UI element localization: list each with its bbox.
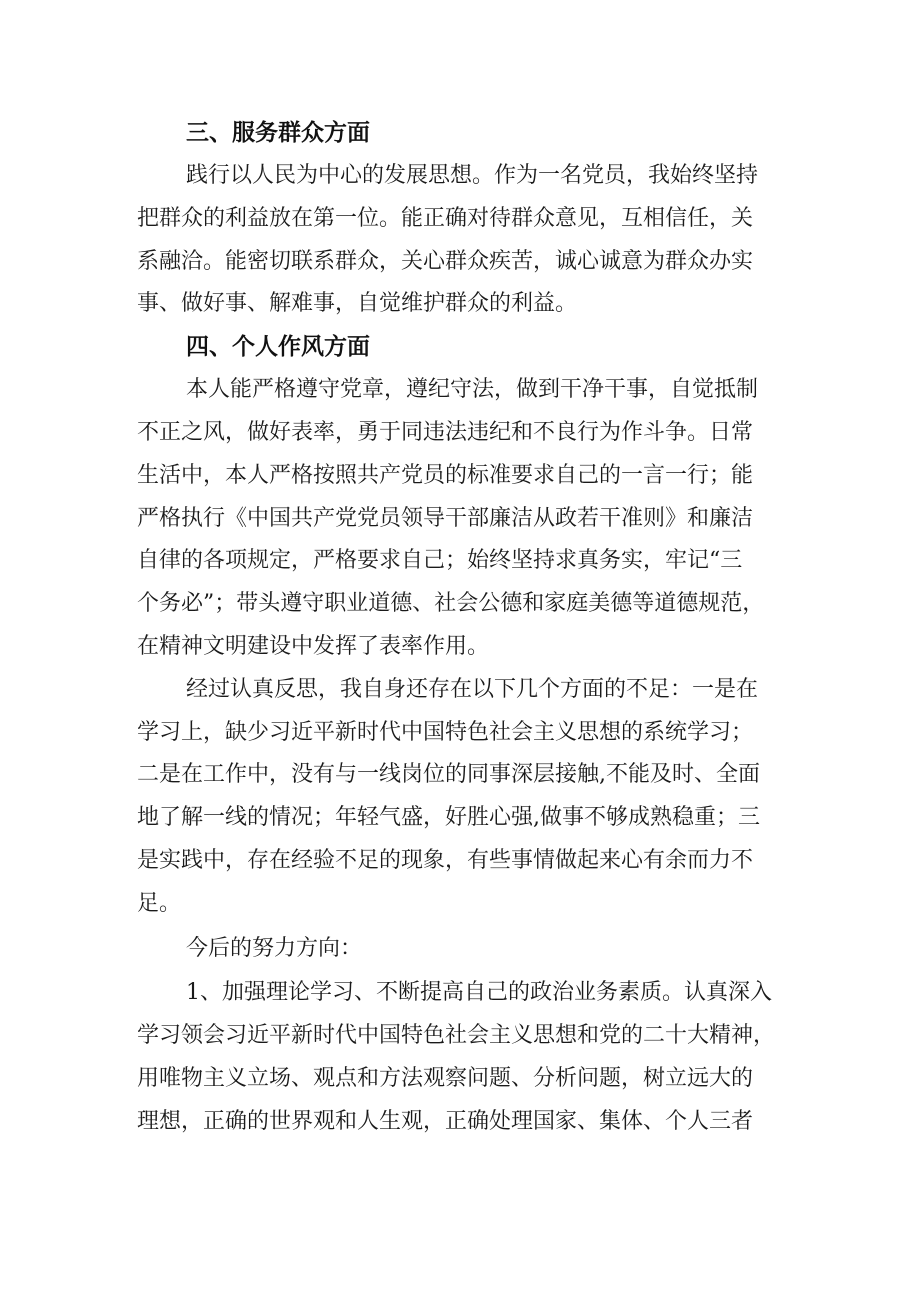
text-line: 是实践中，存在经验不足的现象，有些事情做起来心有余而力不	[137, 847, 754, 873]
text-line: 事、做好事、解难事，自觉维护群众的利益。	[137, 291, 578, 317]
text-line: 学习领会习近平新时代中国特色社会主义思想和党的二十大精神，	[137, 1023, 776, 1049]
section-heading-service: 三、服务群众方面	[186, 120, 370, 146]
text-line: 本人能严格遵守党章，遵纪守法，做到干净干事，自觉抵制	[186, 377, 759, 403]
text-line: 1、加强理论学习、不断提高自己的政治业务素质。认真深入	[186, 980, 772, 1006]
paragraph-direction-1	[137, 972, 791, 1143]
text-line: 个务必”；带头遵守职业道德、社会公德和家庭美德等道德规范，	[137, 591, 765, 617]
paragraph-shortcomings	[137, 669, 791, 926]
text-line: 把群众的利益放在第一位。能正确对待群众意见，互相信任，关	[137, 205, 754, 231]
section-heading-style: 四、个人作风方面	[186, 334, 370, 361]
paragraph-direction-intro	[137, 928, 791, 971]
text-line: 自律的各项规定，严格要求自己；始终坚持求真务实，牢记“三	[137, 548, 743, 574]
text-line: 今后的努力方向：	[186, 935, 363, 961]
text-line: 理想，正确的世界观和人生观，正确处理国家、集体、个人三者	[137, 1108, 754, 1134]
paragraph-service	[137, 155, 791, 326]
paragraph-style	[137, 369, 791, 669]
text-line: 二是在工作中，没有与一线岗位的同事深层接触,不能及时、全面	[137, 762, 760, 788]
text-line: 不正之风，做好表率，勇于同违法违纪和不良行为作斗争。日常	[137, 419, 754, 445]
text-line: 学习上，缺少习近平新时代中国特色社会主义思想的系统学习；	[137, 719, 754, 745]
document-body	[137, 112, 791, 1144]
text-line: 严格执行《中国共产党党员领导干部廉洁从政若干准则》和廉洁	[137, 505, 754, 531]
text-line: 践行以人民为中心的发展思想。作为一名党员，我始终坚持	[186, 163, 759, 188]
text-line: 用唯物主义立场、观点和方法观察问题、分析问题，树立远大的	[137, 1065, 754, 1091]
text-line: 在精神文明建设中发挥了表率作用。	[137, 633, 490, 659]
text-line: 生活中，本人严格按照共产党员的标准要求自己的一言一行；能	[137, 462, 754, 488]
text-line: 地了解一线的情况；年轻气盛，好胜心强,做事不够成熟稳重；三	[137, 805, 760, 831]
text-line: 足。	[137, 890, 182, 916]
text-line: 经过认真反思，我自身还存在以下几个方面的不足：一是在	[186, 676, 759, 702]
text-line: 系融洽。能密切联系群众，关心群众疾苦，诚心诚意为群众办实	[137, 248, 754, 274]
